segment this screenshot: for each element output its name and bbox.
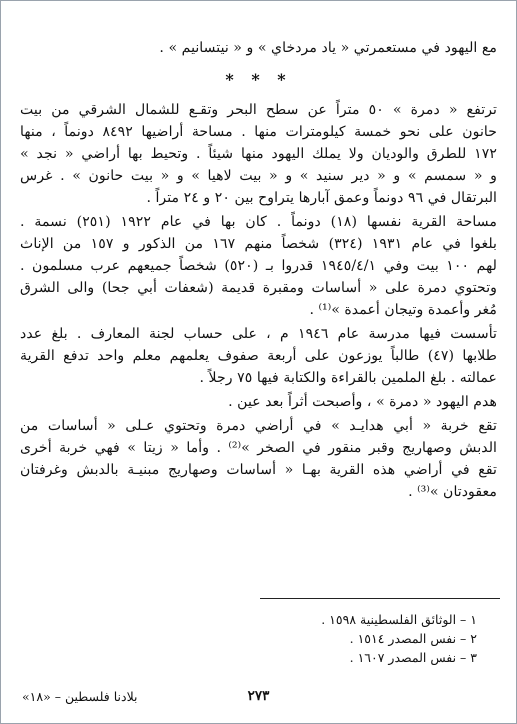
text-line: عمالته . بلغ الملمين بالقراءة والكتابة فيها ٧٥ رجلاً . xyxy=(199,370,497,386)
text-line: حانون على نحو خمسة كيلومترات منها . مساحة أراضيها ٨٤٩٢ دونماً ، منها xyxy=(20,124,497,140)
text-line: تأسست فيها مدرسة عام ١٩٤٦ م ، على حساب لجنة المعارف . بلغ عدد xyxy=(20,326,497,342)
text-line: البرتقال في ٩٦ دونماً وعمق آبارها يتراوح بين ٢٠ و ٢٤ متراً . xyxy=(146,190,497,206)
text-line: ترتفع « دمرة » ٥٠ متراً عن سطح البحر وتقـع للشمال الشرقي من بيت xyxy=(20,102,497,118)
footnote: ٣ – نفس المصدر ١٦٠٧ . xyxy=(349,650,477,665)
section-separator-stars: * * * xyxy=(225,70,292,89)
footnote: ١ – الوثائق الفلسطينية ١٥٩٨ . xyxy=(321,612,477,627)
text-line: تقع خربة « أبي هدايـد » في أراضي دمرة وتحتوي عـلى « أساسات من xyxy=(20,418,497,434)
page-number: ٢٧٣ xyxy=(247,688,270,704)
text-line: مع اليهود في مستعمرتي « ياد مردخاي » و « نيتسانيم » . xyxy=(159,40,497,56)
text-line: تقع في أراضي هذه القرية بهـا « أساسات وصهاريج مبنيـة بالدبش وغرفتان xyxy=(20,462,497,478)
text-line: بلغوا في عام ١٩٣١ (٣٢٤) شخصاً منهم ١٦٧ من الذكور و ١٥٧ من الإناث xyxy=(20,236,497,252)
text-line: ١٧٢ للطرق والوديان ولا يملك اليهود منها شيئاً . وتحيط بها أراضي « نجد » xyxy=(20,146,497,162)
text-line: الدبش وصهاريج وقبر منقور في الصخر »⁽²⁾ . وأما « زيتا » فهي خربة أخرى xyxy=(20,440,497,456)
text-line: معقودتان »⁽³⁾ . xyxy=(408,484,497,500)
text-line: وتحتوي دمرة على « أساسات ومقبرة قديمة (شعفات أبي جحا) والى الشرق xyxy=(20,280,497,296)
running-footer-title: بلادنا فلسطين – «١٨» xyxy=(22,689,138,704)
text-line: طلابها (٤٧) طالباً يوزعون على أربعة صفوف يعلمهم معلم واحد تدفع القرية xyxy=(20,348,497,364)
text-line: هدم اليهود « دمرة » ، وأصبحت أثراً بعد عين . xyxy=(228,394,497,410)
text-line: و « سمسم » و « دير سنيد » و « بيت لاهيا » و « بيت حانون » . غرس xyxy=(20,168,497,184)
text-line: مُغر وأعمدة وتيجان أعمدة »⁽¹⁾ . xyxy=(309,302,497,318)
text-line: لهم ١٠٠ بيت وفي ١٩٤٥/٤/١ قدروا بـ (٥٢٠) شخصاً جميعهم عرب مسلمون . xyxy=(20,258,497,274)
footnote-separator xyxy=(260,598,500,599)
footnote: ٢ – نفس المصدر ١٥١٤ . xyxy=(349,631,477,646)
text-line: مساحة القرية نفسها (١٨) دونماً . كان بها في عام ١٩٢٢ (٢٥١) نسمة . xyxy=(20,214,497,230)
